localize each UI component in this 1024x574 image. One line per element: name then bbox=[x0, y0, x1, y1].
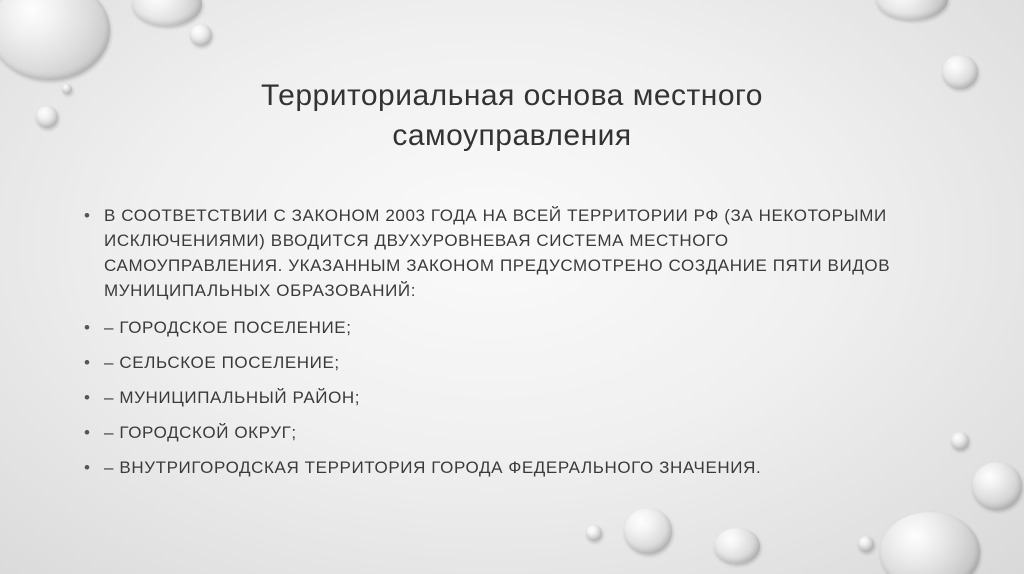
water-drop-decoration bbox=[0, 0, 110, 80]
bullet-item: • – ГОРОДСКОЕ ПОСЕЛЕНИЕ; bbox=[84, 315, 904, 340]
water-drop-decoration bbox=[972, 462, 1022, 510]
water-drop-decoration bbox=[132, 0, 202, 26]
water-drop-decoration bbox=[858, 536, 874, 552]
bullet-item: • В СООТВЕТСТВИИ С ЗАКОНОМ 2003 ГОДА НА ВСЕЙ ТЕРРИТОРИИ РФ (ЗА НЕКОТОРЫМИ ИСКЛЮЧЕНИЯМИ) ВВОДИТСЯ ДВУХУРОВНЕВАЯ СИСТЕМА МЕСТНОГО САМОУПРАВЛЕНИЯ. УКАЗАННЫМ ЗАКОНОМ ПРЕДУСМОТРЕНО СОЗДАНИЕ ПЯТИ ВИДОВ МУНИЦИПАЛЬНЫХ ОБРАЗОВАНИЙ: bbox=[84, 203, 904, 303]
bullet-item: • – ВНУТРИГОРОДСКАЯ ТЕРРИТОРИЯ ГОРОДА ФЕДЕРАЛЬНОГО ЗНАЧЕНИЯ. bbox=[84, 455, 904, 480]
water-drop-decoration bbox=[190, 24, 212, 46]
bullet-item: • – МУНИЦИПАЛЬНЫЙ РАЙОН; bbox=[84, 385, 904, 410]
water-drop-decoration bbox=[951, 432, 969, 450]
water-drop-decoration bbox=[36, 106, 58, 128]
slide-title: Территориальная основа местного самоуправления bbox=[261, 79, 763, 152]
water-drop-decoration bbox=[880, 512, 980, 574]
water-drop-decoration bbox=[876, 0, 948, 20]
water-drop-decoration bbox=[624, 508, 672, 554]
water-drop-decoration bbox=[586, 525, 602, 541]
water-drop-decoration bbox=[714, 528, 760, 564]
bullet-item: • – СЕЛЬСКОЕ ПОСЕЛЕНИЕ; bbox=[84, 350, 904, 375]
water-drop-decoration bbox=[942, 55, 978, 89]
water-drop-decoration bbox=[62, 84, 72, 94]
bullet-item: • – ГОРОДСКОЙ ОКРУГ; bbox=[84, 420, 904, 445]
bullet-list bbox=[84, 203, 904, 490]
